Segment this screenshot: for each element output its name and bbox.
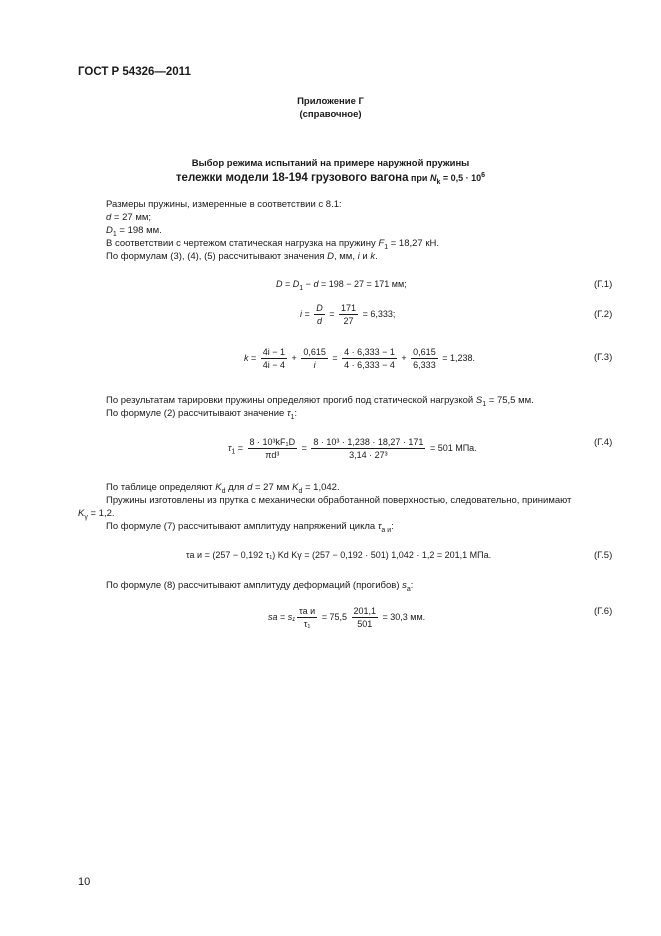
- paragraph-formula-7: По формуле (7) рассчитывают амплитуду напряжений цикла $\tau_{а и}$:: [106, 521, 394, 534]
- page-number: 10: [78, 876, 91, 888]
- standard-code: ГОСТ Р 54326—2011: [78, 66, 191, 78]
- paragraph-load: В соответствии с чертежом статическая нагрузка на пружину $F_1 = 18,27$ кН.: [106, 238, 439, 251]
- equation-g2: i = $\frac{D}{d}$ = $\frac{171}{27}$ = 6,333;: [300, 303, 396, 326]
- equation-number-g2: (Г.2): [594, 309, 613, 320]
- paragraph-formula-2: По формуле (2) рассчитывают значение $\tau_1$:: [106, 408, 298, 421]
- section-title-line1: Выбор режима испытаний на примере наружной пружины: [191, 158, 470, 169]
- equation-g6: sа = s₁ $\frac{\text{τа и}}{\text{τ₁}}$ = 75,5 $\frac{201,1}{501}$ = 30,3 мм.: [268, 606, 426, 629]
- paragraph-d: d = 27 мм;: [106, 212, 152, 223]
- paragraph-springs-line1: Пружины изготовлены из прутка с механически обработанной поверхностью, следовательно, принимают: [106, 495, 572, 506]
- equation-number-g6: (Г.6): [594, 606, 613, 617]
- section-title-line2: тележки модели 18-194 грузового вагона при $N_k = 0,5 \cdot 10^6$: [175, 172, 486, 186]
- paragraph-formula-8: По формуле (8) рассчитывают амплитуду деформаций (прогибов) $s_а$:: [106, 580, 414, 593]
- equation-number-g1: (Г.1): [594, 279, 613, 290]
- equation-number-g5: (Г.5): [594, 550, 613, 561]
- appendix-title: Приложение Г: [297, 96, 364, 107]
- paragraph-calibration: По результатам тарировки пружины определяют прогиб под статической нагрузкой $S_1 = 75,5$ мм.: [106, 395, 534, 408]
- equation-g3: k = $\frac{4i - 1}{4i - 4}$ + $\frac{0,615}{i}$ = $\frac{4 \cdot 6,333 - 1}{4 \cdot 6,333 - 4}$ + $\frac{0,615}{6,333}$ = 1,238.: [244, 347, 475, 370]
- equation-number-g3: (Г.3): [594, 352, 613, 363]
- paragraph-d1: $D_1 = 198$ мм.: [106, 225, 162, 238]
- equation-g5: τа и = (257 − 0,192 τ₁) Kd Kγ = (257 − 0,192 · 501) 1,042 · 1,2 = 201,1 МПа.: [186, 550, 492, 560]
- paragraph-dimensions: Размеры пружины, измеренные в соответствии с 8.1:: [106, 199, 342, 210]
- paragraph-table: По таблице определяют $K_d$ для d = 27 мм $K_d = 1,042$.: [106, 482, 340, 495]
- appendix-subtitle: (справочное): [299, 109, 362, 120]
- equation-g1: $D = D_1 - d = 198 - 27 = 171$ мм;: [276, 279, 407, 292]
- equation-number-g4: (Г.4): [594, 437, 613, 448]
- equation-g4: $\tau_1$ = $\frac{\text{8 · 10³kF₁D}}{\text{πd³}}$ = $\frac{\text{8 · 10³ · 1,238 · 18,27 · 171}}{\text{3,14 · 27³}}$ = 501 МПа.: [228, 437, 477, 460]
- paragraph-springs-line2: $K_\gamma = 1,2$.: [78, 508, 115, 521]
- paragraph-formulas: По формулам (3), (4), (5) рассчитывают значения D, мм, i и k.: [106, 251, 378, 262]
